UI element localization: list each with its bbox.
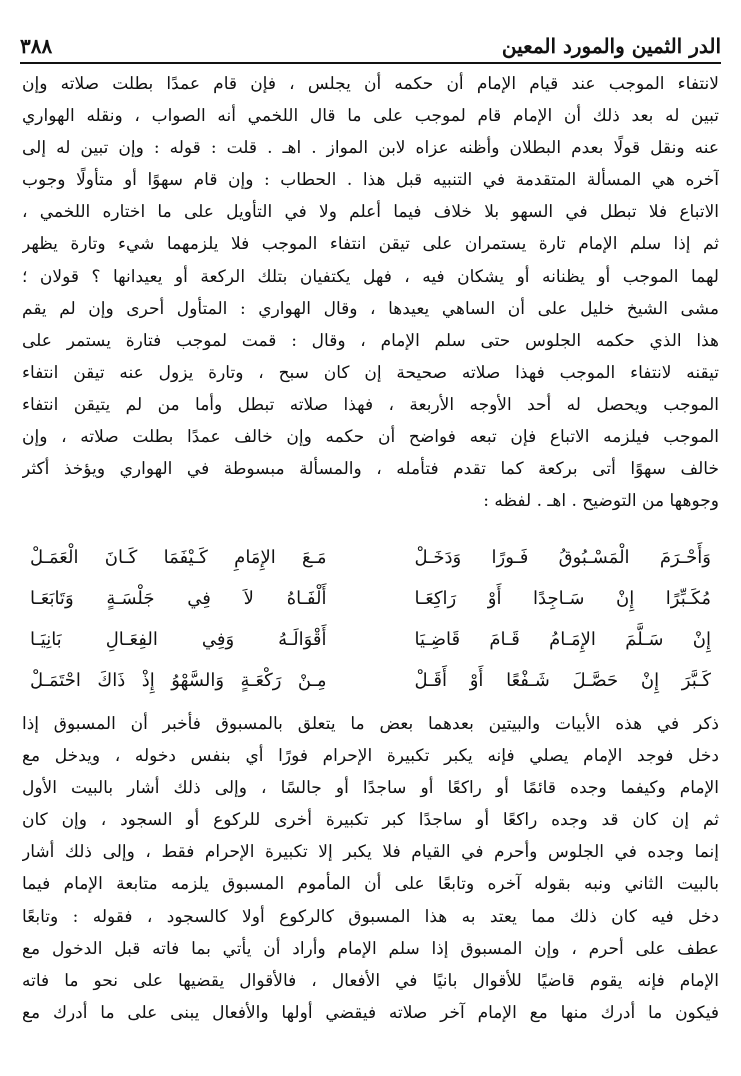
verse-second-hemistich: مَـعَ الإِمَامِ كَـيْفَمَا كَـانَ الْعَمَـلْ	[30, 547, 327, 568]
poem-verses	[30, 537, 711, 701]
text-line: عطف على أحرم ، وإن المسبوق إذا سلم الإمام وأراد أن يأتي بما فاته قبل الدخول مع	[22, 938, 719, 959]
text-line: ثم إن كان قد وجده راكعًا أو ساجدًا كبر تكبيرة أخرى للركوع أو السجود ، وإن كان	[22, 810, 719, 831]
verse-row	[30, 537, 711, 578]
text-line: ذكر في هذه الأبيات والبيتين بعدهما بعض ما يتعلق بالمسبوق فأخبر أن المسبوق إذا	[22, 714, 719, 734]
page-number: ٣٨٨	[20, 34, 53, 58]
book-title: الدر الثمين والمورد المعين	[501, 34, 721, 58]
text-line: آخره هي المسألة المتقدمة في التنبيه قبل هذا . الحطاب : وإن قام سهوًا أو متأولًا وجوب	[22, 170, 719, 191]
text-line: دخل فيه كان ذلك مما يعتد به هذا المسبوق كالركوع أولا كالسجود ، فقوله : وتابعًا	[22, 906, 719, 927]
text-line: تيقنه لانتفاء الموجب فهذا صلاته صحيحة إن كان سبح ، وتارة يزول عنه تيقن انتفاء	[22, 362, 719, 383]
verse-first-hemistich: كَـبَّرَ إِنْ حَصَّـلَ شَـفْعًا أَوْ أَقَـلْ	[414, 670, 711, 691]
header-rule	[20, 62, 721, 64]
verse-first-hemistich: وَأَحْـرَمَ الْمَسْـبُوقُ فَـورًا وَدَخَـلْ	[414, 547, 711, 568]
text-line: هذا الذي حكمه الجلوس حتى سلم الإمام ، وقال : قمت لموجب فتارة يستمر على	[22, 330, 719, 351]
text-line: فيكون ما أدرك منها مع الإمام آخر صلاته فيقضي أولها والأفعال يبنى على ما أدرك مع	[22, 1002, 719, 1023]
verse-first-hemistich: مُكَـبِّرًا إِنْ سَـاجِدًا أَوْ رَاكِعَـا	[414, 588, 711, 609]
verse-row	[30, 578, 711, 619]
verse-second-hemistich: مِـنْ رَكْعَـةٍ وَالسَّهْوُ إِذْ ذَاكَ احْتَمَـلْ	[30, 670, 327, 691]
text-line: عنه ونقل قولًا بعدم البطلان وأظنه عزاه لابن المواز . اهـ . قلت : قوله : وإن تبين له إلى	[22, 138, 719, 159]
verse-row	[30, 660, 711, 701]
text-line: دخل فوجد الإمام يصلي فإنه يكبر تكبيرة الإحرام فورًا أي بنفس دخوله ، ويدخل مع	[22, 746, 719, 767]
running-header	[20, 24, 721, 58]
text-line: ثم إذا سلم الإمام تارة يستمران على تيقن انتفاء الموجب فلا يلزمهما شيء وتارة يظهر	[22, 234, 719, 255]
paragraph-1	[22, 68, 719, 517]
text-line: الاتباع فلا تبطل في السهو بلا خلاف فيما أعلم ولا في التأويل على ما اختاره اللخمي ،	[22, 202, 719, 223]
verse-row	[30, 619, 711, 660]
text-line: وجوهها من التوضيح . اهـ . لفظه :	[483, 491, 719, 512]
text-line: الموجب ويحصل له أحد الأوجه الأربعة ، فهذا صلاته تبطل وأما من لم يتيقن انتفاء	[22, 394, 719, 415]
text-line: الإمام وكيفما وجده قائمًا أو راكعًا أو ساجدًا أو جالسًا ، وإلى ذلك أشار بالبيت الأول	[22, 778, 719, 799]
text-line: تبين له بعد ذلك أن الإمام قام لموجب على ما قال اللخمي أنه الصواب ، ونقله الهواري	[22, 106, 719, 127]
verse-second-hemistich: أَقْوَالَـهُ وَفِي الفِعَـالِ بَانِيَـا	[30, 629, 327, 650]
text-line: لهما الموجب أو يظنانه أو يشكان فيه ، فهل يكتفيان بتلك الركعة أو يعيدانها ؟ قولان ؛	[22, 266, 719, 287]
text-line: إنما وجده في الجلوس وأحرم في القيام فلا يكبر إلا تكبيرة الإحرام فقط ، وإلى ذلك أشار	[22, 842, 719, 863]
paragraph-2	[22, 708, 719, 1029]
text-line: خالف سهوًا أتى بركعة كما تقدم فتأمله ، والمسألة مبسوطة في الهواري ويؤخذ أكثر	[22, 459, 719, 480]
text-line: الإمام فإنه يقوم قاضيًا للأقوال بانيًا في الأفعال ، فالأقوال يقضيها على نحو ما فاته	[22, 970, 719, 991]
text-line: مشى الشيخ خليل على أن الساهي يعيدها ، وقال الهواري : المتأول أحرى وإن لم يقم	[22, 298, 719, 319]
text-line: لانتفاء الموجب عند قيام الإمام أن حكمه أن يجلس ، فإن قام عمدًا بطلت صلاته وإن	[22, 74, 719, 94]
text-line: الموجب فيلزمه الاتباع فإن تبعه فواضح أن حكمه وإن خالف عمدًا بطلت صلاته ، وإن	[22, 427, 719, 448]
verse-first-hemistich: إِنْ سَـلَّمَ الإِمَـامُ قَـامَ قَاضِـيَا	[414, 629, 711, 650]
verse-second-hemistich: أَلْفَـاهُ لاَ فِي جَلْسَـةٍ وَتَابَعَـا	[30, 588, 327, 609]
text-line: بالبيت الثاني ونبه بقوله آخره وتابعًا على أن المأموم المسبوق يلزمه متابعة الإمام فيما	[22, 874, 719, 895]
